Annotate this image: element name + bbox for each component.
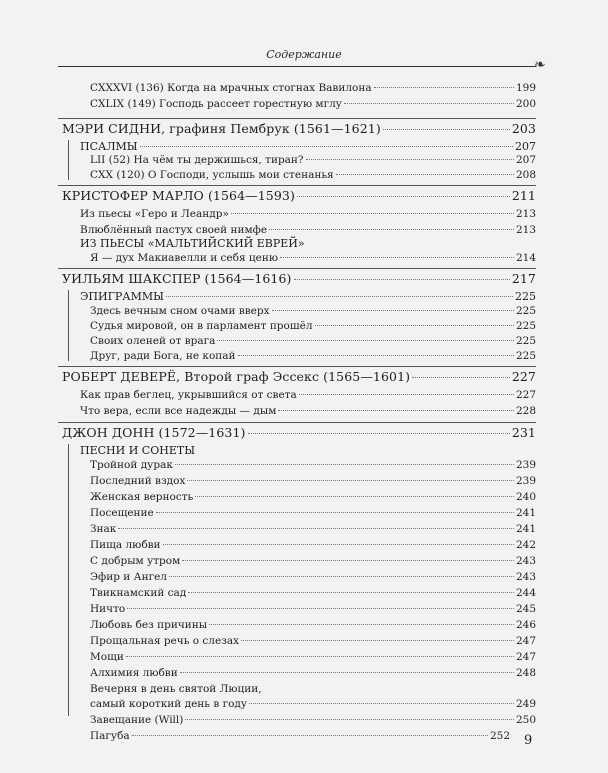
entry-page: 225 — [515, 350, 536, 362]
leader-dots — [188, 592, 514, 593]
section-divider — [58, 185, 536, 186]
entry-page: 200 — [515, 98, 536, 110]
entry-page: 207 — [515, 154, 536, 166]
entry-title: КРИСТОФЕР МАРЛО (1564—1593) — [62, 188, 295, 203]
toc-entry[interactable] — [80, 405, 536, 417]
toc-entry[interactable] — [80, 389, 536, 401]
entry-title: ПСАЛМЫ — [80, 140, 138, 153]
entry-page: 239 — [515, 459, 536, 471]
author-entry[interactable] — [62, 271, 536, 286]
entry-title: Тройной дурак — [90, 459, 173, 471]
leader-dots — [383, 129, 510, 130]
section-title[interactable]: ПЕСНИ И СОНЕТЫ — [80, 444, 196, 457]
section-title[interactable]: ИЗ ПЬЕСЫ «МАЛЬТИЙСКИЙ ЕВРЕЙ» — [80, 237, 305, 250]
entry-title: РОБЕРТ ДЕВЕРЁ, Второй граф Эссекс (1565—1601) — [62, 369, 411, 384]
leader-dots — [344, 103, 514, 104]
toc-entry[interactable] — [90, 667, 536, 679]
entry-title: Эфир и Ангел — [90, 571, 167, 583]
entry-title: Своих оленей от врага — [90, 335, 216, 347]
leader-dots — [241, 640, 514, 641]
entry-title: Я — дух Макиавелли и себя ценю — [90, 252, 279, 264]
toc-entry[interactable] — [90, 335, 536, 347]
ornament-icon: ❧ — [534, 57, 546, 73]
entry-page: 207 — [515, 140, 536, 153]
toc-entry[interactable] — [90, 619, 536, 631]
entry-page: 242 — [515, 539, 536, 551]
entry-page: 228 — [515, 405, 536, 417]
section-divider — [58, 268, 536, 269]
toc-entry[interactable] — [90, 350, 536, 362]
leader-dots — [132, 735, 488, 736]
entry-page: 199 — [515, 82, 536, 94]
entry-title: Алхимия любви — [90, 667, 178, 679]
entry-title: ЭПИГРАММЫ — [80, 290, 164, 303]
toc-entry[interactable] — [90, 555, 536, 567]
toc-entry[interactable] — [80, 224, 536, 236]
leader-dots — [182, 560, 514, 561]
entry-title: Посещение — [90, 507, 154, 519]
leader-dots — [140, 146, 513, 147]
entry-page: 244 — [515, 587, 536, 599]
section-entry[interactable] — [80, 140, 536, 153]
entry-title: Что вера, если все надежды — дым — [80, 405, 277, 417]
leader-dots — [195, 496, 514, 497]
header-rule — [58, 66, 536, 67]
toc-entry[interactable] — [90, 539, 536, 551]
entry-title: CXX (120) О Господи, услышь мои стенанья — [90, 169, 334, 181]
entry-title: Женская верность — [90, 491, 194, 503]
leader-dots — [306, 159, 514, 160]
section-divider — [58, 366, 536, 367]
entry-page: 203 — [511, 121, 536, 136]
entry-page: 231 — [511, 425, 536, 440]
author-entry[interactable] — [62, 188, 536, 203]
leader-dots — [280, 257, 514, 258]
entry-page: 243 — [515, 555, 536, 567]
leader-dots — [238, 355, 514, 356]
leader-dots — [315, 325, 514, 326]
toc-entry[interactable] — [90, 475, 536, 487]
entry-page: 217 — [511, 271, 536, 286]
author-entry[interactable] — [62, 121, 536, 136]
entry-title: Из пьесы «Геро и Леандр» — [80, 208, 229, 220]
leader-dots — [163, 544, 514, 545]
entry-page: 225 — [515, 320, 536, 332]
toc-entry[interactable] — [90, 459, 536, 471]
section-divider — [58, 118, 536, 119]
toc-entry[interactable] — [90, 169, 536, 181]
leader-dots — [166, 296, 513, 297]
entry-title: Влюблённый пастух своей нимфе — [80, 224, 268, 236]
toc-entry[interactable] — [90, 698, 536, 710]
entry-title: Любовь без причины — [90, 619, 208, 631]
toc-entry[interactable] — [90, 154, 536, 166]
entry-title: Судья мировой, он в парламент прошёл — [90, 320, 313, 332]
leader-dots — [169, 576, 514, 577]
entry-page: 249 — [515, 698, 536, 710]
section-bracket — [68, 140, 69, 180]
leader-dots — [412, 377, 510, 378]
page-number: 9 — [524, 733, 533, 748]
section-bracket — [68, 290, 69, 361]
entry-page: 240 — [515, 491, 536, 503]
author-entry[interactable] — [62, 369, 536, 384]
entry-page: 213 — [515, 208, 536, 220]
leader-dots — [127, 608, 514, 609]
entry-page: 227 — [511, 369, 536, 384]
leader-dots — [187, 480, 514, 481]
entry-page: 227 — [515, 389, 536, 401]
entry-page: 248 — [515, 667, 536, 679]
section-divider — [58, 422, 536, 423]
entry-title: Друг, ради Бога, не копай — [90, 350, 236, 362]
entry-title: Завещание (Will) — [90, 714, 184, 726]
leader-dots — [118, 528, 514, 529]
entry-page: 213 — [515, 224, 536, 236]
toc-entry[interactable] — [90, 523, 536, 535]
leader-dots — [278, 410, 514, 411]
author-entry[interactable] — [62, 425, 536, 440]
toc-entry[interactable] — [90, 82, 536, 94]
toc-entry[interactable] — [90, 714, 536, 726]
toc-entry[interactable] — [80, 208, 536, 220]
entry-page: 211 — [511, 188, 536, 203]
entry-title: УИЛЬЯМ ШАКСПЕР (1564—1616) — [62, 271, 292, 286]
entry-title: CXXXVI (136) Когда на мрачных стогнах Вавилона — [90, 82, 372, 94]
toc-entry[interactable] — [90, 305, 536, 317]
entry-title: LII (52) На чём ты держишься, тиран? — [90, 154, 304, 166]
leader-dots — [294, 279, 510, 280]
entry-title: Твикнамский сад — [90, 587, 187, 599]
toc-entry[interactable] — [90, 587, 536, 599]
toc-entry[interactable] — [90, 491, 536, 503]
entry-page: 208 — [515, 169, 536, 181]
entry-title: CXLIX (149) Господь рассеет горестную мглу — [90, 98, 342, 110]
entry-title: С добрым утром — [90, 555, 181, 567]
leader-dots — [209, 624, 514, 625]
entry-title: Мощи — [90, 651, 124, 663]
leader-dots — [336, 174, 514, 175]
toc-entry[interactable] — [90, 320, 536, 332]
section-entry[interactable] — [80, 290, 536, 303]
leader-dots — [299, 394, 514, 395]
entry-page: 225 — [515, 290, 536, 303]
entry-title: Пища любви — [90, 539, 161, 551]
entry-title: МЭРИ СИДНИ, графиня Пембрук (1561—1621) — [62, 121, 381, 136]
entry-page: 247 — [515, 651, 536, 663]
entry-title: Прощальная речь о слезах — [90, 635, 240, 647]
leader-dots — [217, 340, 514, 341]
leader-dots — [249, 703, 514, 704]
leader-dots — [185, 719, 514, 720]
entry-title: Здесь вечным сном очами вверх — [90, 305, 270, 317]
leader-dots — [126, 656, 514, 657]
entry-page: 241 — [515, 523, 536, 535]
entry-page: 246 — [515, 619, 536, 631]
entry-page: 243 — [515, 571, 536, 583]
leader-dots — [180, 672, 514, 673]
entry-title: Последний вздох — [90, 475, 186, 487]
leader-dots — [231, 213, 514, 214]
entry-page: 239 — [515, 475, 536, 487]
entry-title: Пагуба — [90, 730, 130, 742]
entry-title: Как прав беглец, укрывшийся от света — [80, 389, 297, 401]
entry-page: 245 — [515, 603, 536, 615]
entry-page: 250 — [515, 714, 536, 726]
toc-entry[interactable] — [90, 603, 536, 615]
entry-page: 225 — [515, 335, 536, 347]
leader-dots — [269, 229, 514, 230]
entry-page: 214 — [515, 252, 536, 264]
toc-entry[interactable] — [90, 507, 536, 519]
section-bracket — [68, 444, 69, 716]
toc-entry-line[interactable]: Вечерня в день святой Люции, — [90, 683, 262, 695]
leader-dots — [272, 310, 514, 311]
toc-entry[interactable] — [90, 651, 536, 663]
toc-entry[interactable] — [90, 98, 536, 110]
toc-entry[interactable] — [90, 635, 536, 647]
entry-title: Ничто — [90, 603, 126, 615]
leader-dots — [248, 433, 510, 434]
entry-page: 225 — [515, 305, 536, 317]
leader-dots — [156, 512, 514, 513]
leader-dots — [374, 87, 514, 88]
entry-page: 247 — [515, 635, 536, 647]
toc-entry[interactable] — [90, 730, 510, 742]
entry-title: Знак — [90, 523, 117, 535]
toc-entry[interactable] — [90, 571, 536, 583]
entry-title: самый короткий день в году — [90, 698, 248, 710]
leader-dots — [297, 196, 510, 197]
toc-entry[interactable] — [90, 252, 536, 264]
running-title: Содержание — [266, 48, 342, 61]
entry-page: 241 — [515, 507, 536, 519]
leader-dots — [175, 464, 514, 465]
entry-title: ДЖОН ДОНН (1572—1631) — [62, 425, 246, 440]
entry-page: 252 — [489, 730, 510, 742]
